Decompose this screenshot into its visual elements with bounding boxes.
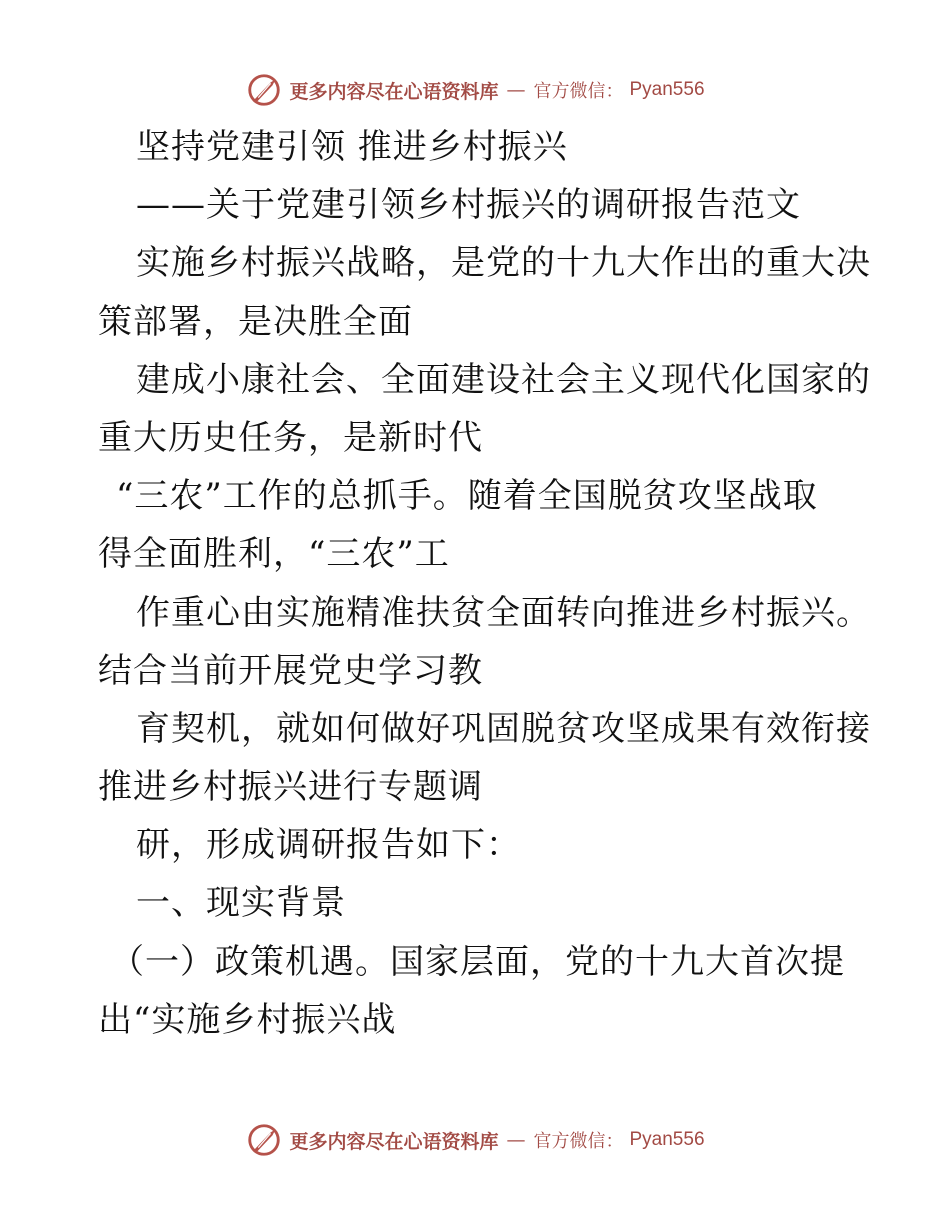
paragraph-line: 策部署，是决胜全面 bbox=[98, 301, 413, 342]
paragraph-line: 出“实施乡村振兴战 bbox=[98, 999, 397, 1040]
quill-logo-icon bbox=[245, 71, 283, 109]
paragraph-line: 得全面胜利，“三农”工 bbox=[98, 534, 450, 575]
section-heading: 一、现实背景 bbox=[136, 883, 346, 924]
watermark-dash: — bbox=[506, 79, 526, 101]
quill-logo-icon bbox=[245, 1121, 283, 1159]
paragraph-line: 作重心由实施精准扶贫全面转向推进乡村振兴。 bbox=[136, 592, 871, 633]
paragraph-line: 实施乡村振兴战略，是党的十九大作出的重大决 bbox=[136, 243, 871, 284]
paragraph-line: 结合当前开展党史学习教 bbox=[98, 650, 483, 691]
watermark-brand-text: 更多内容尽在心语资料库 bbox=[289, 80, 499, 103]
watermark-wechat-id: Pyan556 bbox=[629, 79, 705, 100]
paragraph-line: 研，形成调研报告如下： bbox=[136, 825, 521, 866]
paragraph-line: （一）政策机遇。国家层面，党的十九大首次提 bbox=[110, 941, 845, 982]
paragraph-line: 推进乡村振兴进行专题调 bbox=[98, 767, 483, 808]
watermark-brand-text: 更多内容尽在心语资料库 bbox=[289, 1130, 499, 1153]
watermark-dash: — bbox=[506, 1129, 526, 1151]
paragraph-line: “三农”工作的总抓手。随着全国脱贫攻坚战取 bbox=[116, 476, 818, 517]
paragraph-line: 重大历史任务，是新时代 bbox=[98, 417, 483, 458]
document-subtitle: ——关于党建引领乡村振兴的调研报告范文 bbox=[136, 185, 801, 226]
header-watermark bbox=[0, 68, 950, 112]
watermark-wechat-label: 官方微信： bbox=[533, 81, 624, 102]
paragraph-line: 育契机，就如何做好巩固脱贫攻坚成果有效衔接 bbox=[136, 708, 871, 749]
document-body bbox=[98, 118, 871, 1049]
paragraph-line: 建成小康社会、全面建设社会主义现代化国家的 bbox=[136, 359, 871, 400]
document-title: 坚持党建引领 推进乡村振兴 bbox=[136, 127, 568, 167]
footer-watermark bbox=[0, 1118, 950, 1162]
watermark-wechat-id: Pyan556 bbox=[629, 1129, 705, 1150]
watermark-wechat-label: 官方微信： bbox=[533, 1131, 624, 1152]
